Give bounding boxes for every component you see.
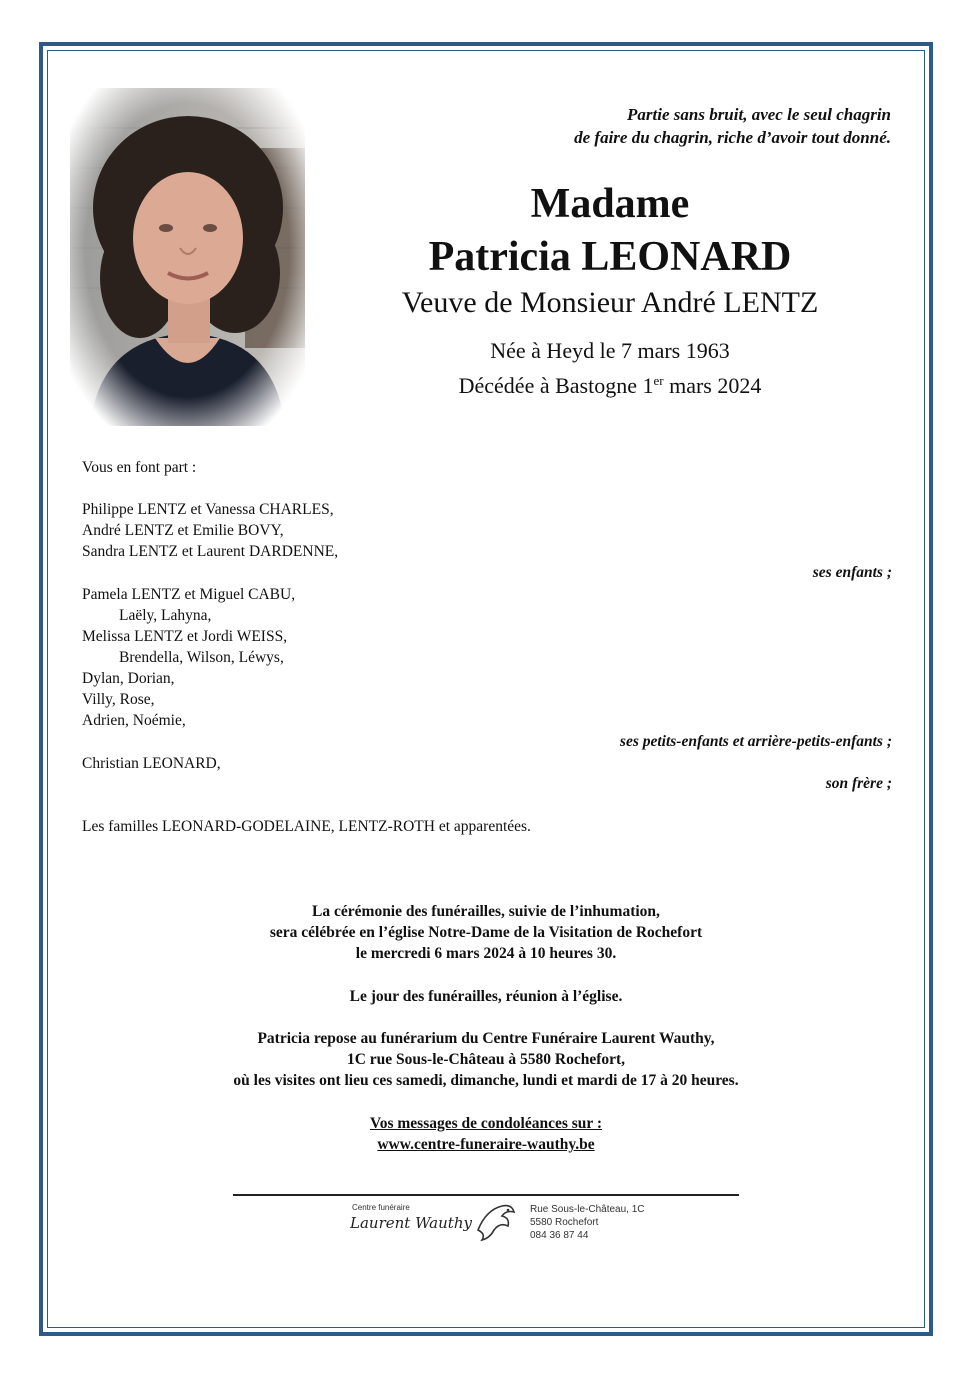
portrait-photo [70, 88, 305, 426]
child-line: Sandra LENTZ et Laurent DARDENNE, [82, 543, 339, 560]
condolences-link[interactable]: www.centre-funeraire-wauthy.be [377, 1136, 595, 1153]
child-line: André LENTZ et Emilie BOVY, [82, 522, 284, 539]
birth-info: Née à Heyd le 7 mars 1963 [490, 338, 730, 363]
grandchild-line: Dylan, Dorian, [82, 670, 175, 687]
death-info-suffix: mars 2024 [663, 373, 762, 398]
death-info [340, 366, 880, 401]
rest-line-1: Patricia repose au funérarium du Centre Funéraire Laurent Wauthy, [257, 1030, 715, 1047]
grandchild-line: Brendella, Wilson, Léwys, [119, 649, 284, 666]
death-info-sup: er [653, 373, 664, 388]
families-line: Les familles LEONARD-GODELAINE, LENTZ-ROTH et apparentées. [82, 818, 531, 835]
footer-divider [233, 1194, 739, 1196]
ceremony-line-2: sera célébrée en l’église Notre-Dame de la Visitation de Rochefort [269, 924, 703, 941]
address-line-2: 5580 Rochefort [530, 1217, 599, 1228]
deceased-name: Patricia LEONARD [428, 234, 792, 280]
funeral-home-logo [340, 1200, 660, 1246]
phone-number: 084 36 87 44 [530, 1230, 589, 1241]
death-info-prefix: Décédée à Bastogne 1 [458, 373, 654, 398]
brother-role: son frère ; [825, 775, 892, 792]
brother-line: Christian LEONARD, [82, 755, 221, 772]
logo-script-name: Laurent Wauthy [350, 1214, 472, 1232]
grandchild-line: Villy, Rose, [82, 691, 155, 708]
rest-line-2: 1C rue Sous-le-Château à 5580 Rochefort, [346, 1051, 626, 1068]
honorific: Madame [530, 181, 690, 227]
quote-line-2: de faire du chagrin, riche d’avoir tout donné. [574, 128, 891, 147]
widow-of: Veuve de Monsieur André LENTZ [401, 286, 819, 319]
intro-text: Vous en font part : [82, 459, 197, 476]
dove-icon [472, 1200, 518, 1244]
rest-line-3: où les visites ont lieu ces samedi, dimanche, lundi et mardi de 17 à 20 heures. [233, 1072, 739, 1089]
grandchild-line: Melissa LENTZ et Jordi WEISS, [82, 628, 288, 645]
logo-caption: Centre funéraire [352, 1203, 410, 1212]
ceremony-line-3: le mercredi 6 mars 2024 à 10 heures 30. [355, 945, 617, 962]
condolences-label: Vos messages de condoléances sur : [369, 1115, 603, 1132]
address-line-1: Rue Sous-le-Château, 1C [530, 1204, 645, 1215]
grandchild-line: Adrien, Noémie, [82, 712, 186, 729]
ceremony-line-1: La cérémonie des funérailles, suivie de l’inhumation, [312, 903, 660, 920]
grandchild-line: Pamela LENTZ et Miguel CABU, [82, 586, 296, 603]
meeting-info: Le jour des funérailles, réunion à l’église. [349, 988, 623, 1005]
children-role: ses enfants ; [812, 564, 892, 581]
grandchild-line: Laëly, Lahyna, [119, 607, 212, 624]
quote-line-1: Partie sans bruit, avec le seul chagrin [627, 105, 891, 124]
child-line: Philippe LENTZ et Vanessa CHARLES, [82, 501, 334, 518]
grandchildren-role: ses petits-enfants et arrière-petits-enfants ; [619, 733, 892, 750]
epitaph-quote [574, 103, 891, 149]
